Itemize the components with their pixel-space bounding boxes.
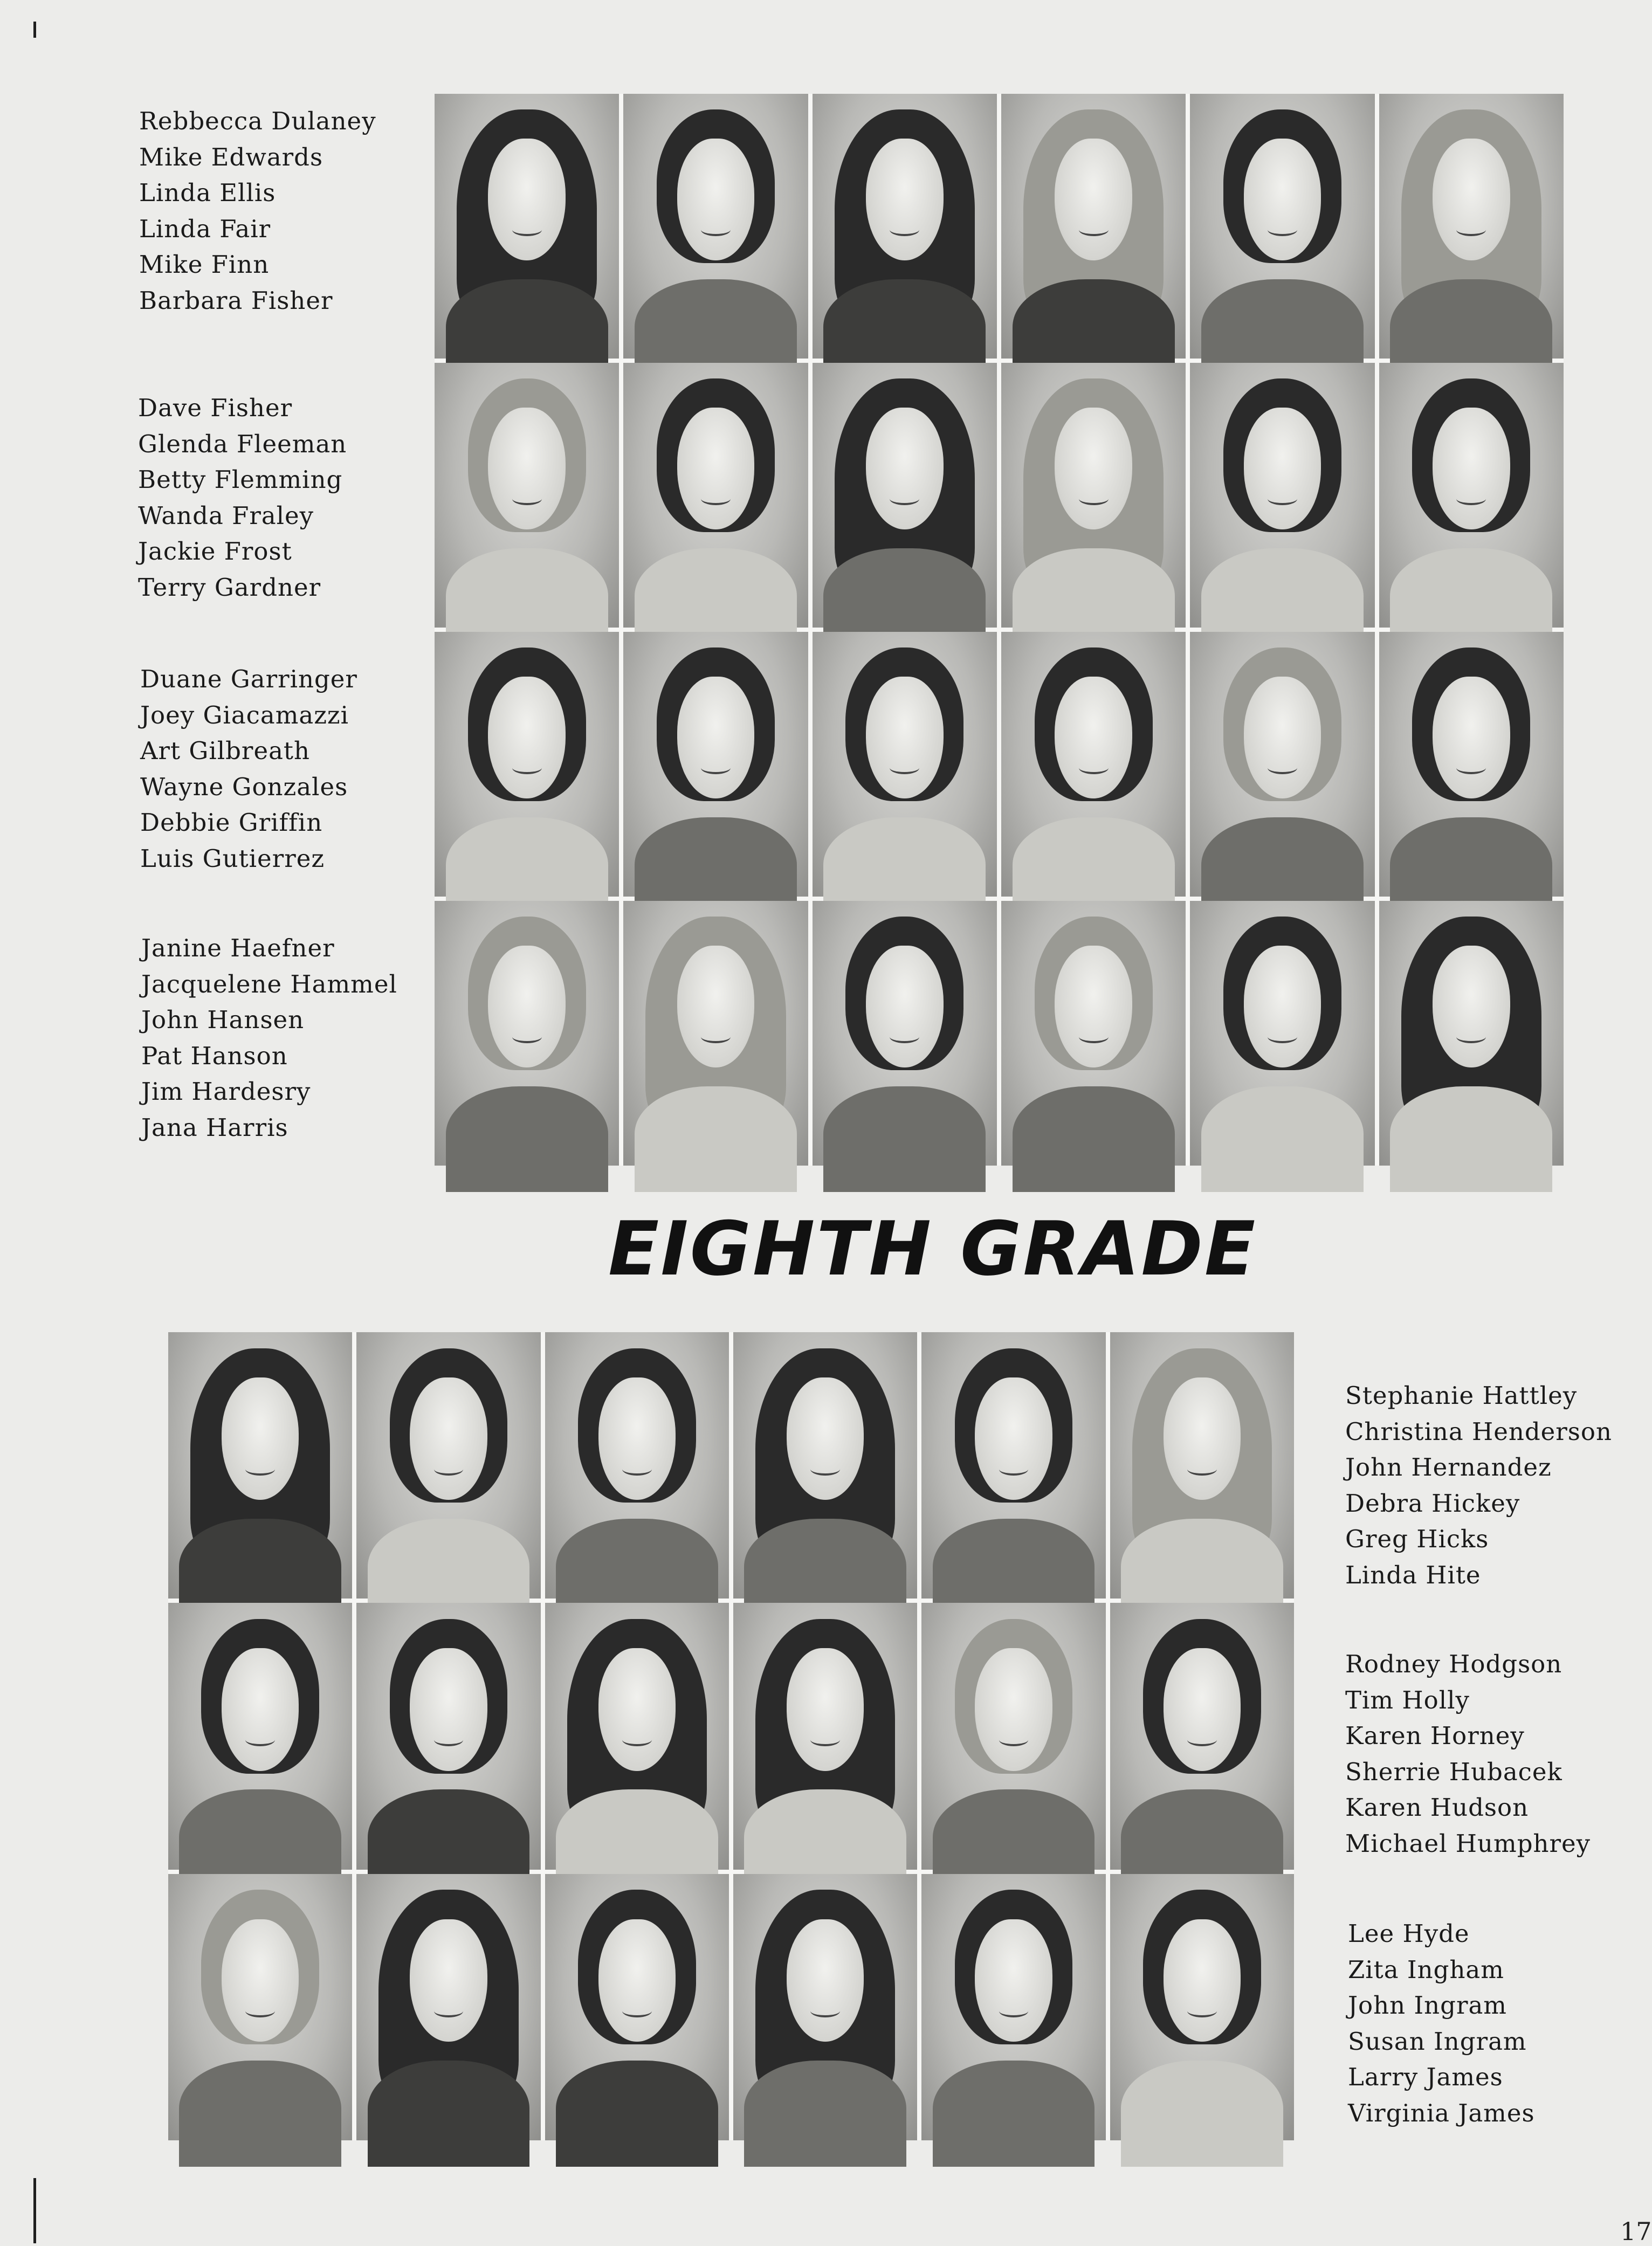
student-portrait <box>813 363 997 628</box>
student-name: Michael Humphrey <box>1345 1829 1591 1858</box>
name-list-bottom-row-3 <box>1348 1916 1535 2131</box>
student-portrait <box>1110 1603 1294 1869</box>
student-name: Linda Hite <box>1345 1560 1481 1589</box>
student-name: Debra Hickey <box>1345 1489 1520 1518</box>
student-portrait <box>623 632 808 897</box>
student-portrait <box>813 632 997 897</box>
name-list-top-row-4 <box>141 931 397 1146</box>
student-portrait <box>168 1874 352 2140</box>
page-margin-mark <box>33 22 36 38</box>
portrait-grid-top <box>435 94 1564 1166</box>
student-name: Mike Edwards <box>139 142 323 171</box>
student-portrait <box>435 363 619 628</box>
student-portrait <box>1379 363 1564 628</box>
student-portrait <box>1190 363 1374 628</box>
student-portrait <box>623 363 808 628</box>
student-name: Joey Giacamazzi <box>140 700 349 729</box>
name-list-top-row-1 <box>139 104 376 319</box>
student-name: Karen Hudson <box>1345 1793 1529 1822</box>
student-name: Karen Horney <box>1345 1721 1525 1750</box>
student-name: Betty Flemming <box>138 465 343 494</box>
student-name: Duane Garringer <box>140 665 357 693</box>
student-name: Luis Gutierrez <box>140 844 325 873</box>
student-name: Barbara Fisher <box>139 286 333 315</box>
student-portrait <box>1110 1332 1294 1599</box>
student-portrait <box>356 1603 540 1869</box>
student-portrait <box>623 901 808 1166</box>
student-name: Tim Holly <box>1345 1685 1470 1714</box>
name-list-bottom-row-2 <box>1345 1646 1591 1862</box>
student-portrait <box>435 94 619 359</box>
student-name: Pat Hanson <box>141 1041 288 1070</box>
student-name: Dave Fisher <box>138 394 293 422</box>
student-name: Jacquelene Hammel <box>141 969 397 998</box>
section-heading: EIGHTH GRADE <box>608 1205 1257 1292</box>
student-name: John Hansen <box>141 1005 305 1034</box>
student-name: Debbie Griffin <box>140 808 323 837</box>
student-portrait <box>813 901 997 1166</box>
student-name: Jim Hardesry <box>141 1077 311 1106</box>
student-name: Linda Ellis <box>139 178 276 207</box>
student-portrait <box>733 1332 917 1599</box>
student-portrait <box>921 1874 1105 2140</box>
student-portrait <box>1379 632 1564 897</box>
student-portrait <box>623 94 808 359</box>
student-portrait <box>1190 901 1374 1166</box>
student-portrait <box>356 1332 540 1599</box>
student-portrait <box>545 1332 729 1599</box>
student-portrait <box>545 1874 729 2140</box>
student-portrait <box>733 1603 917 1869</box>
student-name: Terry Gardner <box>138 573 321 602</box>
page-margin-mark <box>33 2178 36 2243</box>
student-portrait <box>1110 1874 1294 2140</box>
student-name: Wanda Fraley <box>138 501 314 530</box>
student-portrait <box>813 94 997 359</box>
student-portrait <box>545 1603 729 1869</box>
student-name: Janine Haefner <box>141 934 335 962</box>
student-name: Linda Fair <box>139 214 271 243</box>
student-portrait <box>1190 632 1374 897</box>
student-name: Sherrie Hubacek <box>1345 1757 1562 1786</box>
student-name: Christina Henderson <box>1345 1417 1612 1446</box>
student-portrait <box>168 1603 352 1869</box>
student-portrait <box>356 1874 540 2140</box>
student-name: Virginia James <box>1348 2098 1535 2127</box>
student-portrait <box>1379 94 1564 359</box>
student-portrait <box>435 901 619 1166</box>
student-portrait <box>1001 632 1186 897</box>
student-name: Wayne Gonzales <box>140 772 348 801</box>
student-name: Lee Hyde <box>1348 1919 1470 1948</box>
student-name: Rebbecca Dulaney <box>139 107 376 135</box>
student-portrait <box>921 1603 1105 1869</box>
student-name: John Hernandez <box>1345 1453 1552 1482</box>
student-name: John Ingram <box>1348 1991 1507 2020</box>
student-portrait <box>1001 363 1186 628</box>
name-list-bottom-row-1 <box>1345 1378 1612 1593</box>
student-portrait <box>733 1874 917 2140</box>
student-portrait <box>168 1332 352 1599</box>
student-name: Greg Hicks <box>1345 1525 1489 1553</box>
student-name: Rodney Hodgson <box>1345 1650 1562 1678</box>
portrait-grid-bottom <box>168 1332 1294 2140</box>
student-portrait <box>921 1332 1105 1599</box>
student-portrait <box>435 632 619 897</box>
student-name: Zita Ingham <box>1348 1955 1504 1984</box>
student-name: Art Gilbreath <box>140 736 310 765</box>
student-portrait <box>1190 94 1374 359</box>
student-name: Larry James <box>1348 2063 1503 2091</box>
name-list-top-row-3 <box>140 662 357 877</box>
student-name: Jana Harris <box>141 1113 288 1142</box>
student-name: Jackie Frost <box>138 537 292 566</box>
page-number: 17 <box>1620 2217 1652 2246</box>
student-name: Glenda Fleeman <box>138 429 347 458</box>
name-list-top-row-2 <box>138 390 347 605</box>
student-portrait <box>1001 94 1186 359</box>
student-name: Stephanie Hattley <box>1345 1381 1578 1410</box>
student-portrait <box>1379 901 1564 1166</box>
student-name: Susan Ingram <box>1348 2027 1527 2056</box>
student-portrait <box>1001 901 1186 1166</box>
student-name: Mike Finn <box>139 250 270 279</box>
